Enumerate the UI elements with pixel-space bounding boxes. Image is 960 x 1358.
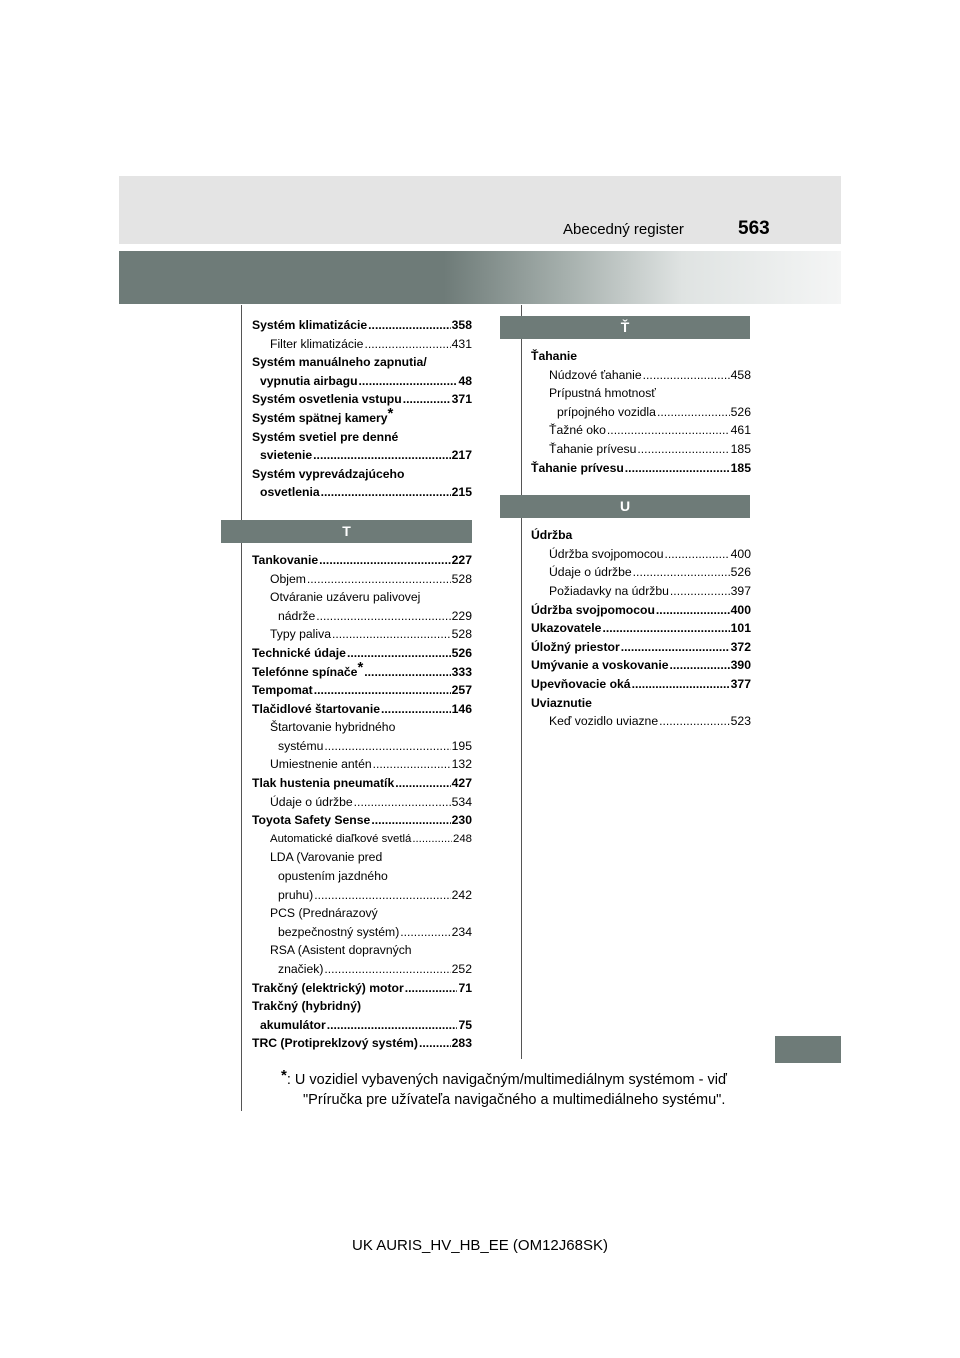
dot-leader (412, 830, 452, 849)
index-line (549, 545, 751, 564)
index-line-text: Systém spätnej kamery* (252, 404, 394, 425)
index-line-text: Technické údaje (252, 645, 346, 660)
index-line-text: Štartovanie hybridného (270, 720, 396, 735)
dot-leader (607, 421, 730, 440)
page-ref: 397 (730, 583, 751, 598)
page-ref: 185 (730, 441, 751, 456)
index-line-cont (252, 372, 472, 391)
left-entry (252, 718, 472, 755)
index-line-cont-text: akumulátor (260, 1017, 326, 1032)
right-entry (531, 384, 751, 421)
index-line (531, 619, 751, 638)
page-ref: 526 (451, 645, 472, 660)
dot-leader (368, 316, 450, 335)
left-entry (252, 848, 472, 904)
index-line (549, 366, 751, 385)
index-line (549, 712, 751, 731)
left-entry (252, 755, 472, 774)
footnote-line-2: "Príručka pre užívateľa navigačného a multimediálneho systému". (303, 1092, 726, 1108)
left-entry (252, 625, 472, 644)
page-ref: 132 (451, 757, 472, 772)
index-line-text: PCS (Prednárazový (270, 906, 378, 921)
dot-leader (359, 372, 458, 391)
column-divider-left (241, 305, 242, 1111)
index-line-text: Trakčný (elektrický) motor (252, 980, 404, 995)
document-code: UK AURIS_HV_HB_EE (OM12J68SK) (352, 1237, 608, 1254)
dot-leader (657, 403, 730, 422)
left-entry (252, 681, 472, 700)
page-ref: 234 (451, 924, 472, 939)
index-line-text: Filter klimatizácie (270, 336, 364, 351)
index-line-cont-text: prípojného vozidla (557, 404, 656, 419)
index-line-text: Tlačidlové štartovanie (252, 701, 381, 716)
right-entry (531, 545, 751, 564)
page-ref: 427 (451, 776, 472, 791)
page-ref: 248 (452, 832, 472, 845)
index-line-text: Ukazovatele (531, 621, 602, 636)
index-line-cont (270, 960, 472, 979)
page-ref: 230 (451, 813, 472, 828)
index-line-cont (270, 737, 472, 756)
dot-leader (381, 700, 451, 719)
page-ref: 523 (730, 714, 751, 729)
asterisk-marker: * (357, 658, 364, 676)
left-entry (252, 700, 472, 719)
index-line-cont-text: vypnutia airbagu (260, 373, 358, 388)
index-line (531, 601, 751, 620)
left-entry (252, 353, 472, 390)
index-line-cont (252, 446, 472, 465)
page-ref: 283 (451, 1036, 472, 1051)
page-ref: 215 (451, 485, 472, 500)
page-ref: 526 (730, 404, 751, 419)
section-header-Ť: Ť (500, 316, 750, 339)
page-ref: 528 (451, 571, 472, 586)
index-line (531, 656, 751, 675)
index-line (549, 440, 751, 459)
page-ref: 185 (730, 460, 751, 475)
right-entry (531, 563, 751, 582)
index-line-text: Objem (270, 571, 306, 586)
index-line-text: Požiadavky na údržbu (549, 583, 669, 598)
right-entry (531, 601, 751, 620)
page-ref: 528 (451, 627, 472, 642)
index-line (549, 563, 751, 582)
left-entry (252, 811, 472, 830)
index-line-text: Systém svetiel pre denné (252, 429, 399, 444)
dot-leader (637, 440, 729, 459)
left-entry (252, 793, 472, 812)
page-ref: 252 (451, 962, 472, 976)
right-entry (531, 694, 751, 713)
left-entry (252, 570, 472, 589)
dot-leader (632, 675, 730, 694)
index-line (531, 638, 751, 657)
page-ref: 431 (451, 336, 472, 351)
left-entry (252, 979, 472, 998)
index-line (252, 658, 472, 682)
index-line (252, 316, 472, 335)
index-line-cont-text: značiek) (278, 962, 324, 976)
index-line (252, 1034, 472, 1053)
index-line-text: Systém manuálneho zapnutia/ (252, 355, 427, 370)
dot-leader (419, 1034, 451, 1053)
section-header-U: U (500, 495, 750, 518)
page-ref: 217 (451, 448, 472, 463)
index-line-text: LDA (Varovanie pred (270, 850, 383, 865)
dot-leader (354, 793, 451, 812)
dot-leader (321, 483, 451, 502)
index-line (549, 582, 751, 601)
index-line-text: Prípustná hmotnosť (549, 386, 656, 401)
dot-leader (403, 390, 451, 409)
index-line-cont (270, 923, 472, 942)
right-entry (531, 638, 751, 657)
page-ref: 377 (730, 676, 751, 691)
dot-leader (371, 811, 450, 830)
index-line-cont (252, 1016, 472, 1035)
index-line-text: Toyota Safety Sense (252, 813, 371, 828)
index-line (270, 793, 472, 812)
index-line-text: TRC (Protipreklzový systém) (252, 1036, 418, 1051)
index-line (252, 811, 472, 830)
page-ref: 257 (451, 683, 472, 698)
index-line (252, 681, 472, 700)
index-line-text: Údržba (531, 528, 573, 543)
index-line-text: Úložný priestor (531, 639, 620, 654)
index-line-cont-text: osvetlenia (260, 485, 320, 500)
dot-leader (643, 366, 730, 385)
page-ref: 358 (451, 318, 472, 332)
page-ref: 227 (451, 552, 472, 567)
index-line-text: RSA (Asistent dopravných (270, 943, 412, 958)
page-ref: 526 (730, 565, 751, 580)
footnote-line-1: *: U vozidiel vybavených navigačným/multimediálnym systémom - viď (281, 1067, 727, 1088)
index-line (252, 390, 472, 409)
index-line-text: Automatické diaľkové svetlá (270, 832, 412, 845)
index-line (252, 700, 472, 719)
dot-leader (324, 737, 450, 756)
index-line (549, 421, 751, 440)
dot-leader (373, 755, 451, 774)
right-entry (531, 366, 751, 385)
left-entry (252, 316, 472, 335)
index-line-text: Otváranie uzáveru palivovej (270, 590, 421, 605)
dot-leader (364, 335, 450, 354)
index-line (252, 404, 472, 428)
header-band (119, 251, 841, 304)
dot-leader (324, 960, 450, 979)
left-entry (252, 465, 472, 502)
index-line-text: Systém osvetlenia vstupu (252, 392, 402, 407)
dot-leader (659, 712, 730, 731)
dot-leader (621, 638, 730, 657)
dot-leader (307, 570, 451, 589)
index-line-cont-text: nádrže (278, 608, 316, 623)
index-line (531, 526, 751, 545)
right-entry (531, 712, 751, 731)
index-line-cont (270, 607, 472, 626)
dot-leader (602, 619, 729, 638)
index-line-text: Umývanie a voskovanie (531, 658, 669, 673)
left-entry (252, 335, 472, 354)
index-line-text: Núdzové ťahanie (549, 367, 642, 382)
thumb-index-tab (775, 1036, 841, 1063)
left-entry (252, 830, 472, 849)
page-ref: 75 (458, 1017, 472, 1032)
dot-leader (395, 774, 450, 793)
left-entry (252, 658, 472, 682)
page-number: 563 (738, 218, 770, 239)
index-line (531, 347, 751, 366)
index-line-text: Údaje o údržbe (549, 565, 632, 580)
index-line-text: Keď vozidlo uviazne (549, 714, 659, 729)
left-entry (252, 404, 472, 428)
dot-leader (319, 551, 451, 570)
index-line-text: Uviaznutie (531, 695, 592, 710)
index-line (531, 675, 751, 694)
right-entry (531, 582, 751, 601)
dot-leader (664, 545, 729, 564)
index-line-text: Ťahanie prívesu (531, 460, 624, 475)
footnote (281, 1067, 761, 1110)
index-line-text: Systém klimatizácie (252, 318, 368, 332)
right-entry (531, 347, 751, 366)
header-title: Abecedný register (563, 221, 684, 238)
dot-leader (314, 681, 451, 700)
footnote-marker: * (281, 1067, 287, 1084)
column-divider-middle (521, 305, 522, 1059)
index-line-text: Systém vyprevádzajúceho (252, 466, 405, 481)
dot-leader (332, 625, 451, 644)
index-line-text: Údržba svojpomocou (531, 602, 655, 617)
index-line-text: opustením jazdného (278, 869, 388, 884)
page-ref: 71 (458, 980, 472, 995)
index-line (252, 774, 472, 793)
index-line-text: Typy paliva (270, 627, 331, 642)
index-line-text: Ťahanie prívesu (549, 441, 637, 456)
right-entry (531, 440, 751, 459)
index-line-cont-text: svietenie (260, 448, 313, 463)
page-ref: 48 (458, 373, 472, 388)
left-entry (252, 551, 472, 570)
index-line-cont (270, 886, 472, 905)
index-line-cont (252, 483, 472, 502)
dot-leader (405, 979, 458, 998)
index-line-cont-text: systému (278, 738, 324, 753)
page-ref: 400 (730, 546, 751, 561)
page-ref: 195 (451, 738, 472, 753)
dot-leader (625, 459, 730, 478)
page-ref: 400 (730, 602, 751, 617)
page-ref: 390 (730, 658, 751, 673)
right-entry (531, 459, 751, 478)
left-entry (252, 428, 472, 465)
page-ref: 458 (730, 367, 751, 382)
dot-leader (314, 886, 450, 905)
index-line-cont-text: bezpečnostný systém) (278, 924, 400, 939)
left-entry (252, 997, 472, 1034)
index-line-text: Upevňovacie oká (531, 676, 631, 691)
left-entry (252, 774, 472, 793)
index-line (531, 459, 751, 478)
page-ref: 229 (451, 608, 472, 623)
right-entry (531, 656, 751, 675)
index-line-text: Telefónne spínače* (252, 658, 364, 679)
index-line (270, 755, 472, 774)
left-entry (252, 941, 472, 978)
index-line (270, 335, 472, 354)
index-column-left (252, 316, 472, 1053)
index-line (270, 830, 472, 849)
dot-leader (327, 1016, 458, 1035)
index-line (531, 694, 751, 713)
dot-leader (364, 663, 450, 682)
index-line-text: Umiestnenie antén (270, 757, 372, 772)
index-line (270, 625, 472, 644)
index-column-right (531, 316, 751, 731)
index-line (270, 570, 472, 589)
page-ref: 372 (730, 639, 751, 654)
left-entry (252, 390, 472, 409)
section-header-T: T (221, 520, 472, 543)
index-line (252, 551, 472, 570)
index-line-cont-text: pruhu) (278, 887, 314, 902)
index-line-text: Údaje o údržbe (270, 794, 353, 809)
dot-leader (656, 601, 730, 620)
right-entry (531, 526, 751, 545)
left-entry (252, 904, 472, 941)
page-ref: 461 (730, 423, 751, 438)
dot-leader (670, 656, 730, 675)
index-line-text: Ťahanie (531, 349, 578, 363)
index-line-text: Tlak hustenia pneumatík (252, 776, 395, 791)
header-bar (119, 176, 841, 244)
page-ref: 242 (451, 887, 472, 902)
index-line-text: Údržba svojpomocou (549, 546, 664, 561)
right-entry (531, 675, 751, 694)
left-entry (252, 1034, 472, 1053)
page-ref: 371 (451, 392, 472, 407)
page-ref: 534 (451, 794, 472, 809)
dot-leader (633, 563, 730, 582)
index-line-text: Trakčný (hybridný) (252, 999, 362, 1014)
index-line-cont (549, 403, 751, 422)
left-entry (252, 588, 472, 625)
dot-leader (316, 607, 450, 626)
dot-leader (313, 446, 450, 465)
dot-leader (400, 923, 450, 942)
index-line (252, 979, 472, 998)
page-ref: 101 (730, 621, 751, 636)
index-line-text: Tankovanie (252, 552, 319, 567)
asterisk-marker: * (387, 404, 394, 422)
index-line-text: Ťažné oko (549, 423, 606, 438)
right-entry (531, 619, 751, 638)
page-ref: 146 (451, 701, 472, 716)
page-ref: 333 (451, 664, 472, 679)
right-entry (531, 421, 751, 440)
dot-leader (670, 582, 730, 601)
index-line-text: Tempomat (252, 683, 313, 698)
